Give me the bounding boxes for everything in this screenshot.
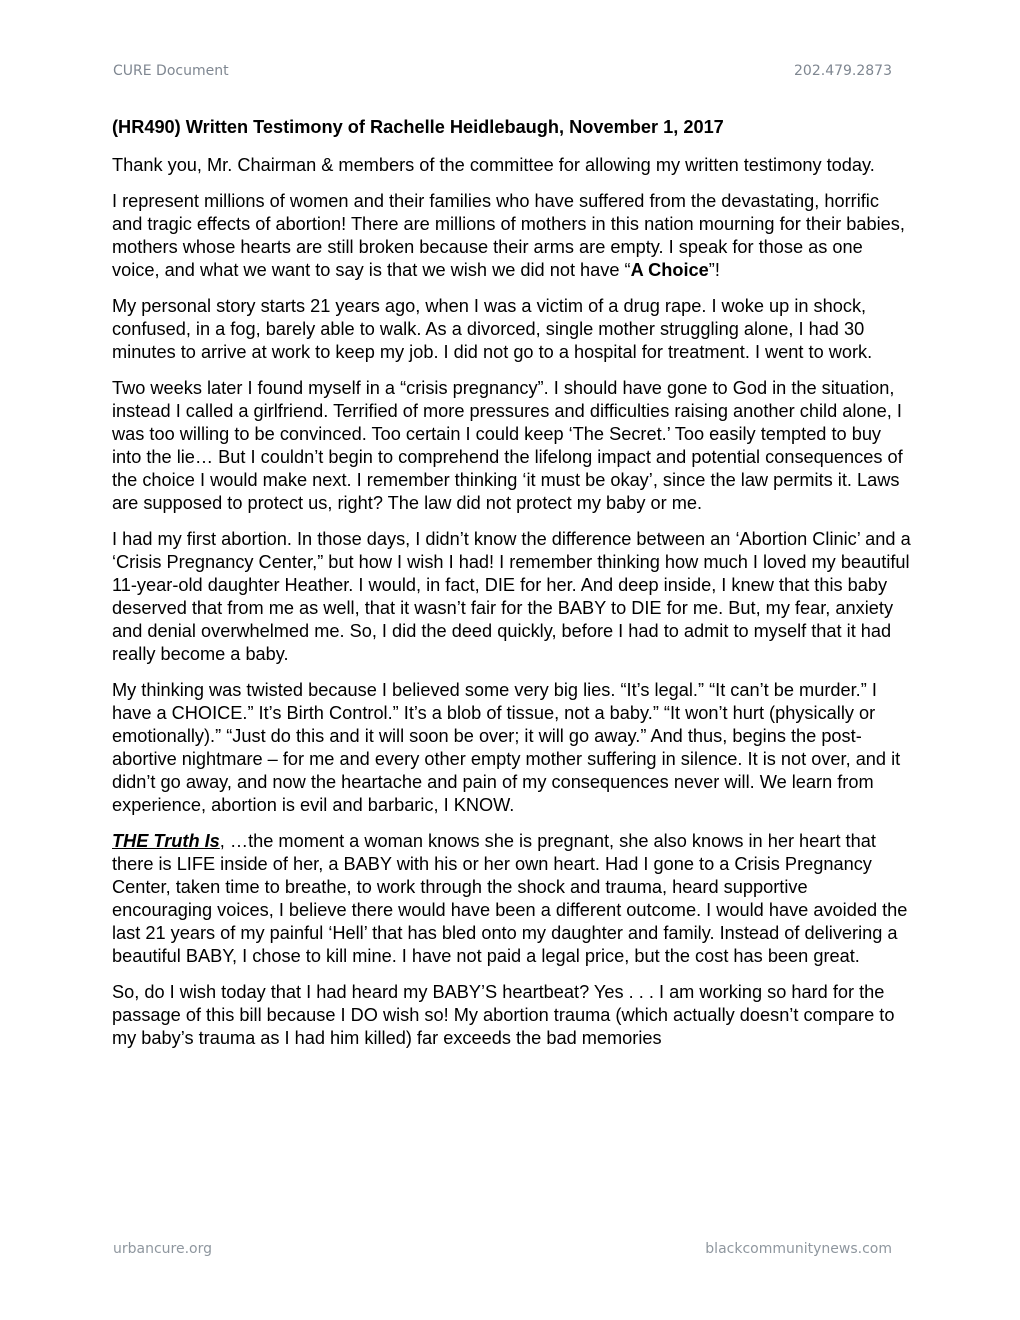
paragraph-7-text: , …the moment a woman knows she is pregnant, she also knows in her heart that there is LIFE inside of her, a BABY with his or her own heart. Had I gone to a Crisis Pregnancy Center, taken time to breathe, to work through the shock and trauma, heard supportive encouraging voices, I believe there would have been a different outcome. I would have avoided the last 21 years of my painful ‘Hell’ that has bled onto my daughter and family. Instead of delivering a beautiful BABY, I chose to kill mine. I have not paid a legal price, but the cost has been great.: [112, 831, 908, 966]
page-header: [113, 63, 892, 79]
paragraph-8: So, do I wish today that I had heard my BABY’S heartbeat? Yes . . . I am working so hard for the passage of this bill because I DO wish so! My abortion trauma (which actually doesn’t compare to my baby’s trauma as I had him killed) far exceeds the bad memories: [112, 982, 895, 1048]
paragraph-6: My thinking was twisted because I believed some very big lies. “It’s legal.” “It can’t be murder.” I have a CHOICE.” It’s Birth Control.” It’s a blob of tissue, not a baby.” “It won’t hurt (physically or emotionally).” “Just do this and it will soon be over; it will go away.” And thus, begins the post-abortive nightmare – for me and every other empty mother suffering in silence. It is not over, and it didn’t go away, and now the heartache and pain of my consequences never will. We learn from experience, abortion is evil and barbaric, I KNOW.: [112, 680, 901, 815]
header-left: CURE Document: [113, 63, 229, 79]
document-title: (HR490) Written Testimony of Rachelle Heidlebaugh, November 1, 2017: [112, 117, 724, 137]
truth-heading: THE Truth Is: [112, 831, 220, 851]
footer-right: blackcommunitynews.com: [705, 1241, 892, 1257]
paragraph-2: [112, 190, 912, 282]
header-right: 202.479.2873: [794, 63, 892, 79]
footer-left: urbancure.org: [113, 1241, 213, 1257]
paragraph-4: Two weeks later I found myself in a “crisis pregnancy”. I should have gone to God in the situation, instead I called a girlfriend. Terrified of more pressures and difficulties raising another child alone, I was too willing to be convinced. Too certain I could keep ‘The Secret.’ Too easily tempted to buy into the lie… But I couldn’t begin to comprehend the lifelong impact and potential consequences of the choice I would make next. I remember thinking ‘it must be okay’, since the law permits it. Laws are supposed to protect us, right? The law did not protect my baby or me.: [112, 378, 903, 513]
paragraph-2-bold: A Choice: [630, 260, 709, 280]
paragraph-5: I had my first abortion. In those days, I didn’t know the difference between an ‘Abortion Clinic’ and a ‘Crisis Pregnancy Center,” but how I wish I had! I remember thinking how much I loved my beautiful 11-year-old daughter Heather. I would, in fact, DIE for her. And deep inside, I knew that this baby deserved that from me as well, that it wasn’t fair for the BABY to DIE for me. But, my fear, anxiety and denial overwhelmed me. So, I did the deed quickly, before I had to admit to myself that it had really become a baby.: [112, 529, 911, 664]
paragraph-1: Thank you, Mr. Chairman & members of the committee for allowing my written testimony today.: [112, 155, 875, 175]
paragraph-7: [112, 830, 912, 968]
paragraph-2-text: I represent millions of women and their families who have suffered from the devastating, horrific and tragic effects of abortion! There are millions of mothers in this nation mourning for their babies, mothers whose hearts are still broken because their arms are empty. I speak for those as one voice, and what we want to say is that we wish we did not have “: [112, 191, 905, 280]
page-footer: [113, 1241, 892, 1257]
paragraph-2-end: ”!: [708, 260, 720, 280]
paragraph-3: My personal story starts 21 years ago, when I was a victim of a drug rape. I woke up in shock, confused, in a fog, barely able to walk. As a divorced, single mother struggling alone, I had 30 minutes to arrive at work to keep my job. I did not go to a hospital for treatment. I went to work.: [112, 296, 873, 362]
document-body: [112, 116, 912, 1063]
